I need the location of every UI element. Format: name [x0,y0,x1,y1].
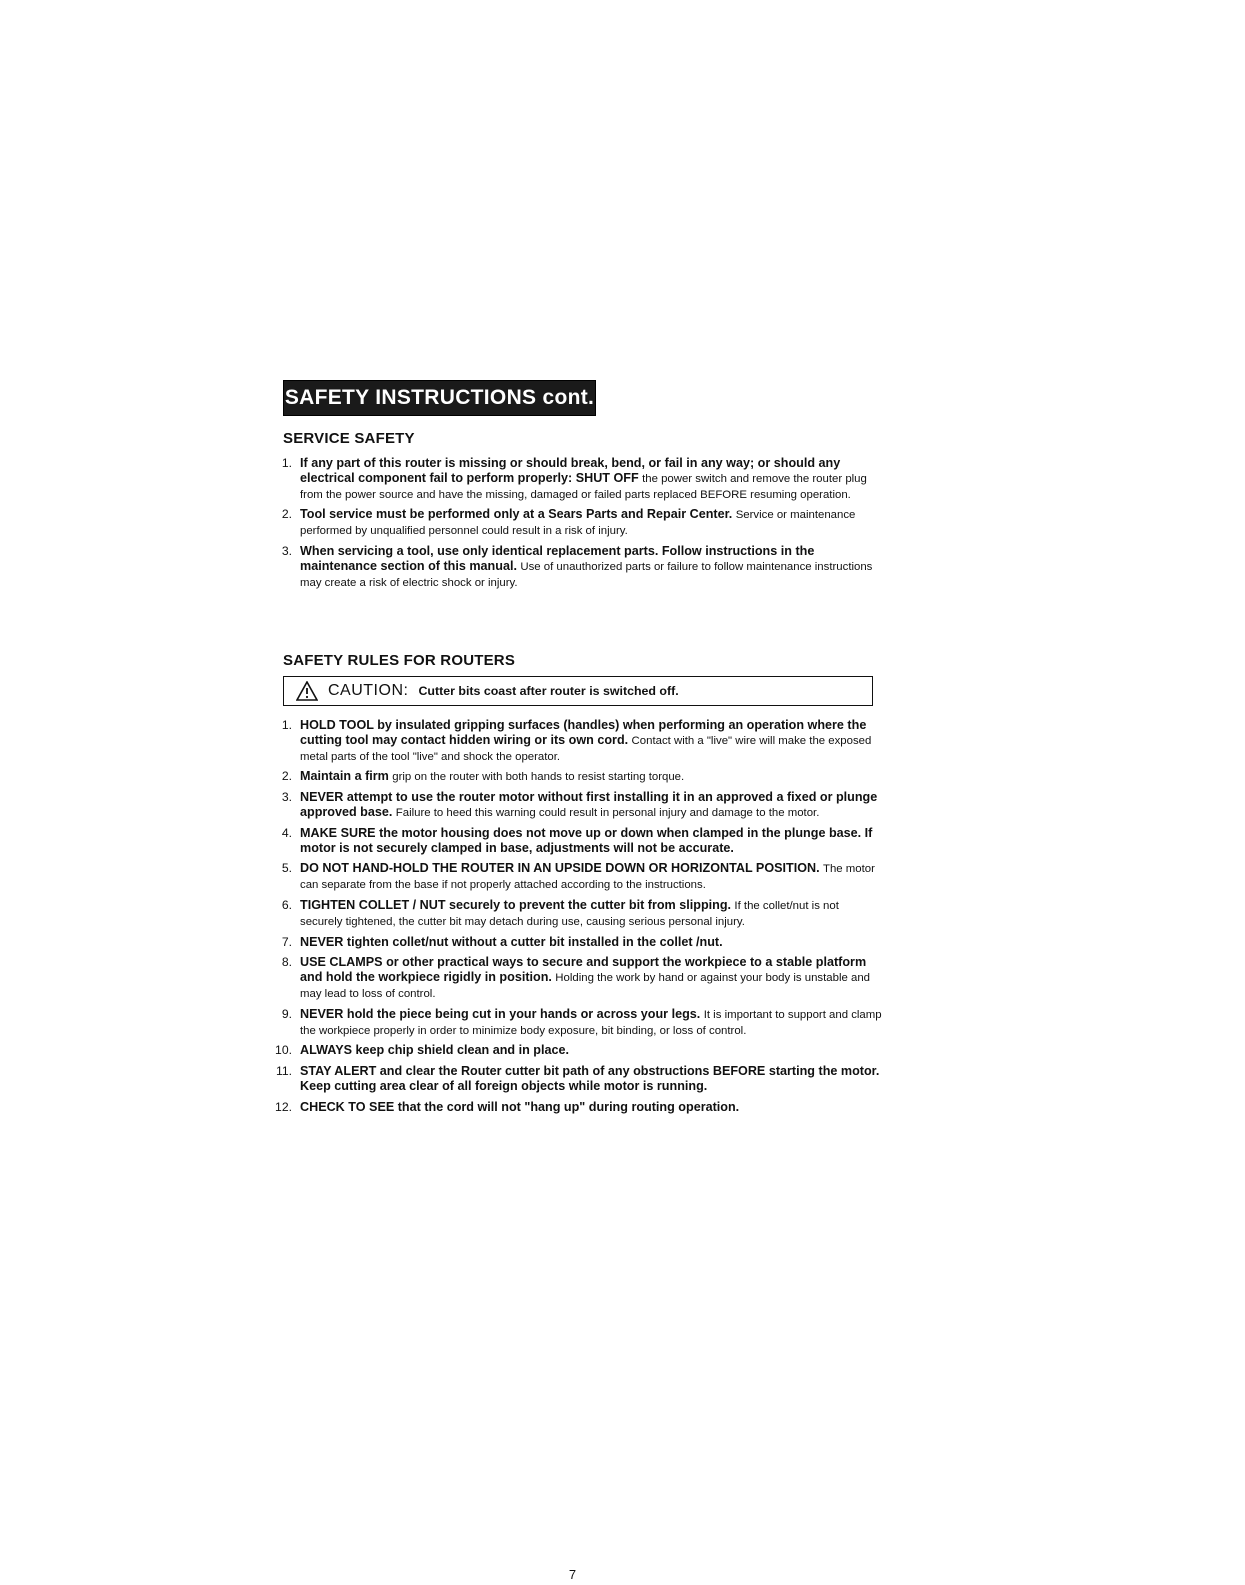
page-number: 7 [568,1567,577,1582]
warning-triangle-icon [296,681,318,701]
list-item [262,1064,882,1095]
list-item [262,955,882,1001]
item-body: grip on the router with both hands to resist starting torque. [392,771,685,784]
item-lead: TIGHTEN COLLET / NUT securely to prevent the cutter bit from slipping. [300,897,732,912]
item-body: Service or maintenance performed by unqualified personnel could result in a risk of injury. [300,509,856,538]
item-number: 6. [281,897,292,912]
list-item [262,898,882,930]
item-lead: NEVER hold the piece being cut in your hands or across your legs. [300,1006,701,1021]
item-lead: MAKE SURE the motor housing does not move up or down when clamped in the plunge base. If motor is not securely clamped in base, adjustments will not be accurate. [300,825,873,855]
list-item [262,826,882,857]
item-number: 3. [281,790,292,805]
section-banner [283,380,596,416]
list-item [262,1100,882,1116]
item-lead: NEVER tighten collet/nut without a cutter bit installed in the collet /nut. [300,934,723,949]
item-lead: CHECK TO SEE that the cord will not "hang up" during routing operation. [300,1099,740,1114]
item-number: 8. [281,955,292,970]
item-number: 2. [281,507,292,522]
item-lead: HOLD TOOL by insulated gripping surfaces (handles) when performing an operation where the cutting tool may contact hidden wiring or its own cord. [300,718,867,747]
item-number: 4. [281,825,292,840]
list-item [262,1007,882,1039]
list-item [262,1043,882,1059]
item-body: Holding the work by hand or against your body is unstable and may lead to loss of control. [300,972,871,1000]
item-body: If the collet/nut is not securely tightened, the cutter bit may detach during use, causing serious personal injury. [300,899,839,928]
item-lead: STAY ALERT and clear the Router cutter bit path of any obstructions BEFORE starting the motor. Keep cutting area clear of all foreign objects while motor is running. [300,1064,880,1093]
caution-text: Cutter bits coast after router is switched off. [418,684,679,698]
item-lead: If any part of this router is missing or should break, bend, or fail in any way; or should any electrical component fail to perform properly: SHUT OFF [300,456,841,485]
service-safety-list [262,456,882,595]
item-lead: Maintain a firm [300,769,389,784]
list-item [262,456,882,502]
router-rules-list [262,718,882,1121]
item-number: 12. [275,1099,292,1114]
list-item [262,861,882,893]
item-lead: DO NOT HAND-HOLD THE ROUTER IN AN UPSIDE DOWN OR HORIZONTAL POSITION. [300,861,820,876]
caution-label: CAUTION: [328,682,409,699]
item-body: It is important to support and clamp the workpiece properly in order to minimize body exposure, bit binding, or loss of control. [300,1008,882,1037]
item-lead: Tool service must be performed only at a Sears Parts and Repair Center. [300,507,733,522]
item-lead: ALWAYS keep chip shield clean and in place. [300,1043,569,1058]
list-item [262,769,882,785]
list-item [262,790,882,821]
service-safety-heading: SERVICE SAFETY [283,430,415,447]
item-body: Contact with a "live" wire will make the exposed metal parts of the tool "live" and shock the operator. [300,734,872,763]
item-number: 5. [281,861,292,876]
item-lead: NEVER attempt to use the router motor without first installing it in an approved a fixed or plunge approved base. [300,790,878,819]
item-body: Use of unauthorized parts or failure to follow maintenance instructions may create a risk of electric shock or injury. [300,560,873,589]
caution-box [283,676,873,706]
item-number: 3. [281,543,292,558]
item-number: 9. [281,1006,292,1021]
list-item [262,544,882,590]
router-rules-heading: SAFETY RULES FOR ROUTERS [283,652,516,669]
list-item [262,507,882,539]
item-number: 11. [275,1064,292,1079]
list-item [262,718,882,764]
banner-title: SAFETY INSTRUCTIONS cont. [284,386,595,409]
item-body: The motor can separate from the base if not properly attached according to the instructions. [300,863,875,892]
list-item [262,935,882,951]
item-number: 2. [281,769,292,784]
item-body: Failure to heed this warning could result in personal injury and damage to the motor. [395,806,820,819]
item-number: 10. [275,1043,292,1058]
item-number: 7. [281,934,292,949]
item-number: 1. [281,718,292,732]
item-lead: USE CLAMPS or other practical ways to secure and support the workpiece to a stable platform and hold the workpiece rigidly in position. [300,955,867,985]
item-lead: When servicing a tool, use only identical replacement parts. Follow instructions in the maintenance section of this manual. [300,543,815,573]
item-number: 1. [281,456,292,470]
item-body: the power switch and remove the router plug from the power source and have the missing, damaged or failed parts replaced BEFORE resuming operation. [300,472,867,501]
